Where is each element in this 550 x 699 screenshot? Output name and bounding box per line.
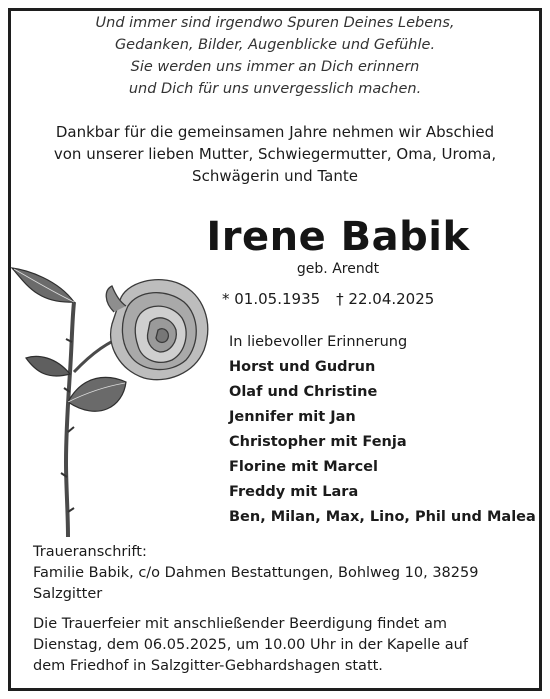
service-line: dem Friedhof in Salzgitter-Gebhardshagen statt. [33, 658, 383, 674]
poem-line: Gedanken, Bilder, Augenblicke und Gefühle. [114, 37, 436, 53]
list-item: Horst und Gudrun [229, 359, 376, 375]
birth-name: geb. Arendt [296, 261, 380, 277]
poem [0, 12, 550, 100]
mourning-address [33, 542, 478, 605]
service-line: Dienstag, dem 06.05.2025, um 10.00 Uhr in der Kapelle auf [33, 637, 468, 653]
farewell-text [0, 121, 550, 187]
mourners-list [229, 330, 536, 530]
list-item: Florine mit Marcel [229, 459, 378, 475]
farewell-line: Dankbar für die gemeinsamen Jahre nehmen wir Abschied [55, 123, 495, 141]
address-line: Traueranschrift: [33, 544, 147, 560]
poem-line: und Dich für uns unvergesslich machen. [128, 81, 422, 97]
poem-line: Sie werden uns immer an Dich erinnern [130, 59, 420, 75]
list-item: Freddy mit Lara [229, 484, 359, 500]
death-date: † 22.04.2025 [336, 290, 435, 308]
poem-line: Und immer sind irgendwo Spuren Deines Lebens, [95, 15, 455, 31]
farewell-line: Schwägerin und Tante [192, 167, 358, 185]
farewell-line: von unserer lieben Mutter, Schwiegermutter, Oma, Uroma, [53, 145, 497, 163]
birth-date: * 01.05.1935 [222, 290, 321, 308]
rose-bloom [106, 280, 207, 380]
deceased-name: Irene Babik [206, 214, 470, 260]
list-item: Ben, Milan, Max, Lino, Phil und Malea [229, 509, 536, 525]
funeral-notice [33, 614, 468, 677]
list-item: Jennifer mit Jan [229, 409, 356, 425]
service-line: Die Trauerfeier mit anschließender Beerdigung findet am [33, 616, 447, 632]
rose-icon [8, 262, 218, 542]
mourners-intro: In liebevoller Erinnerung [229, 334, 408, 350]
address-line: Salzgitter [33, 586, 103, 602]
list-item: Christopher mit Fenja [229, 434, 407, 450]
address-line: Familie Babik, c/o Dahmen Bestattungen, Bohlweg 10, 38259 [33, 565, 479, 581]
list-item: Olaf und Christine [229, 384, 378, 400]
life-dates [222, 288, 450, 310]
